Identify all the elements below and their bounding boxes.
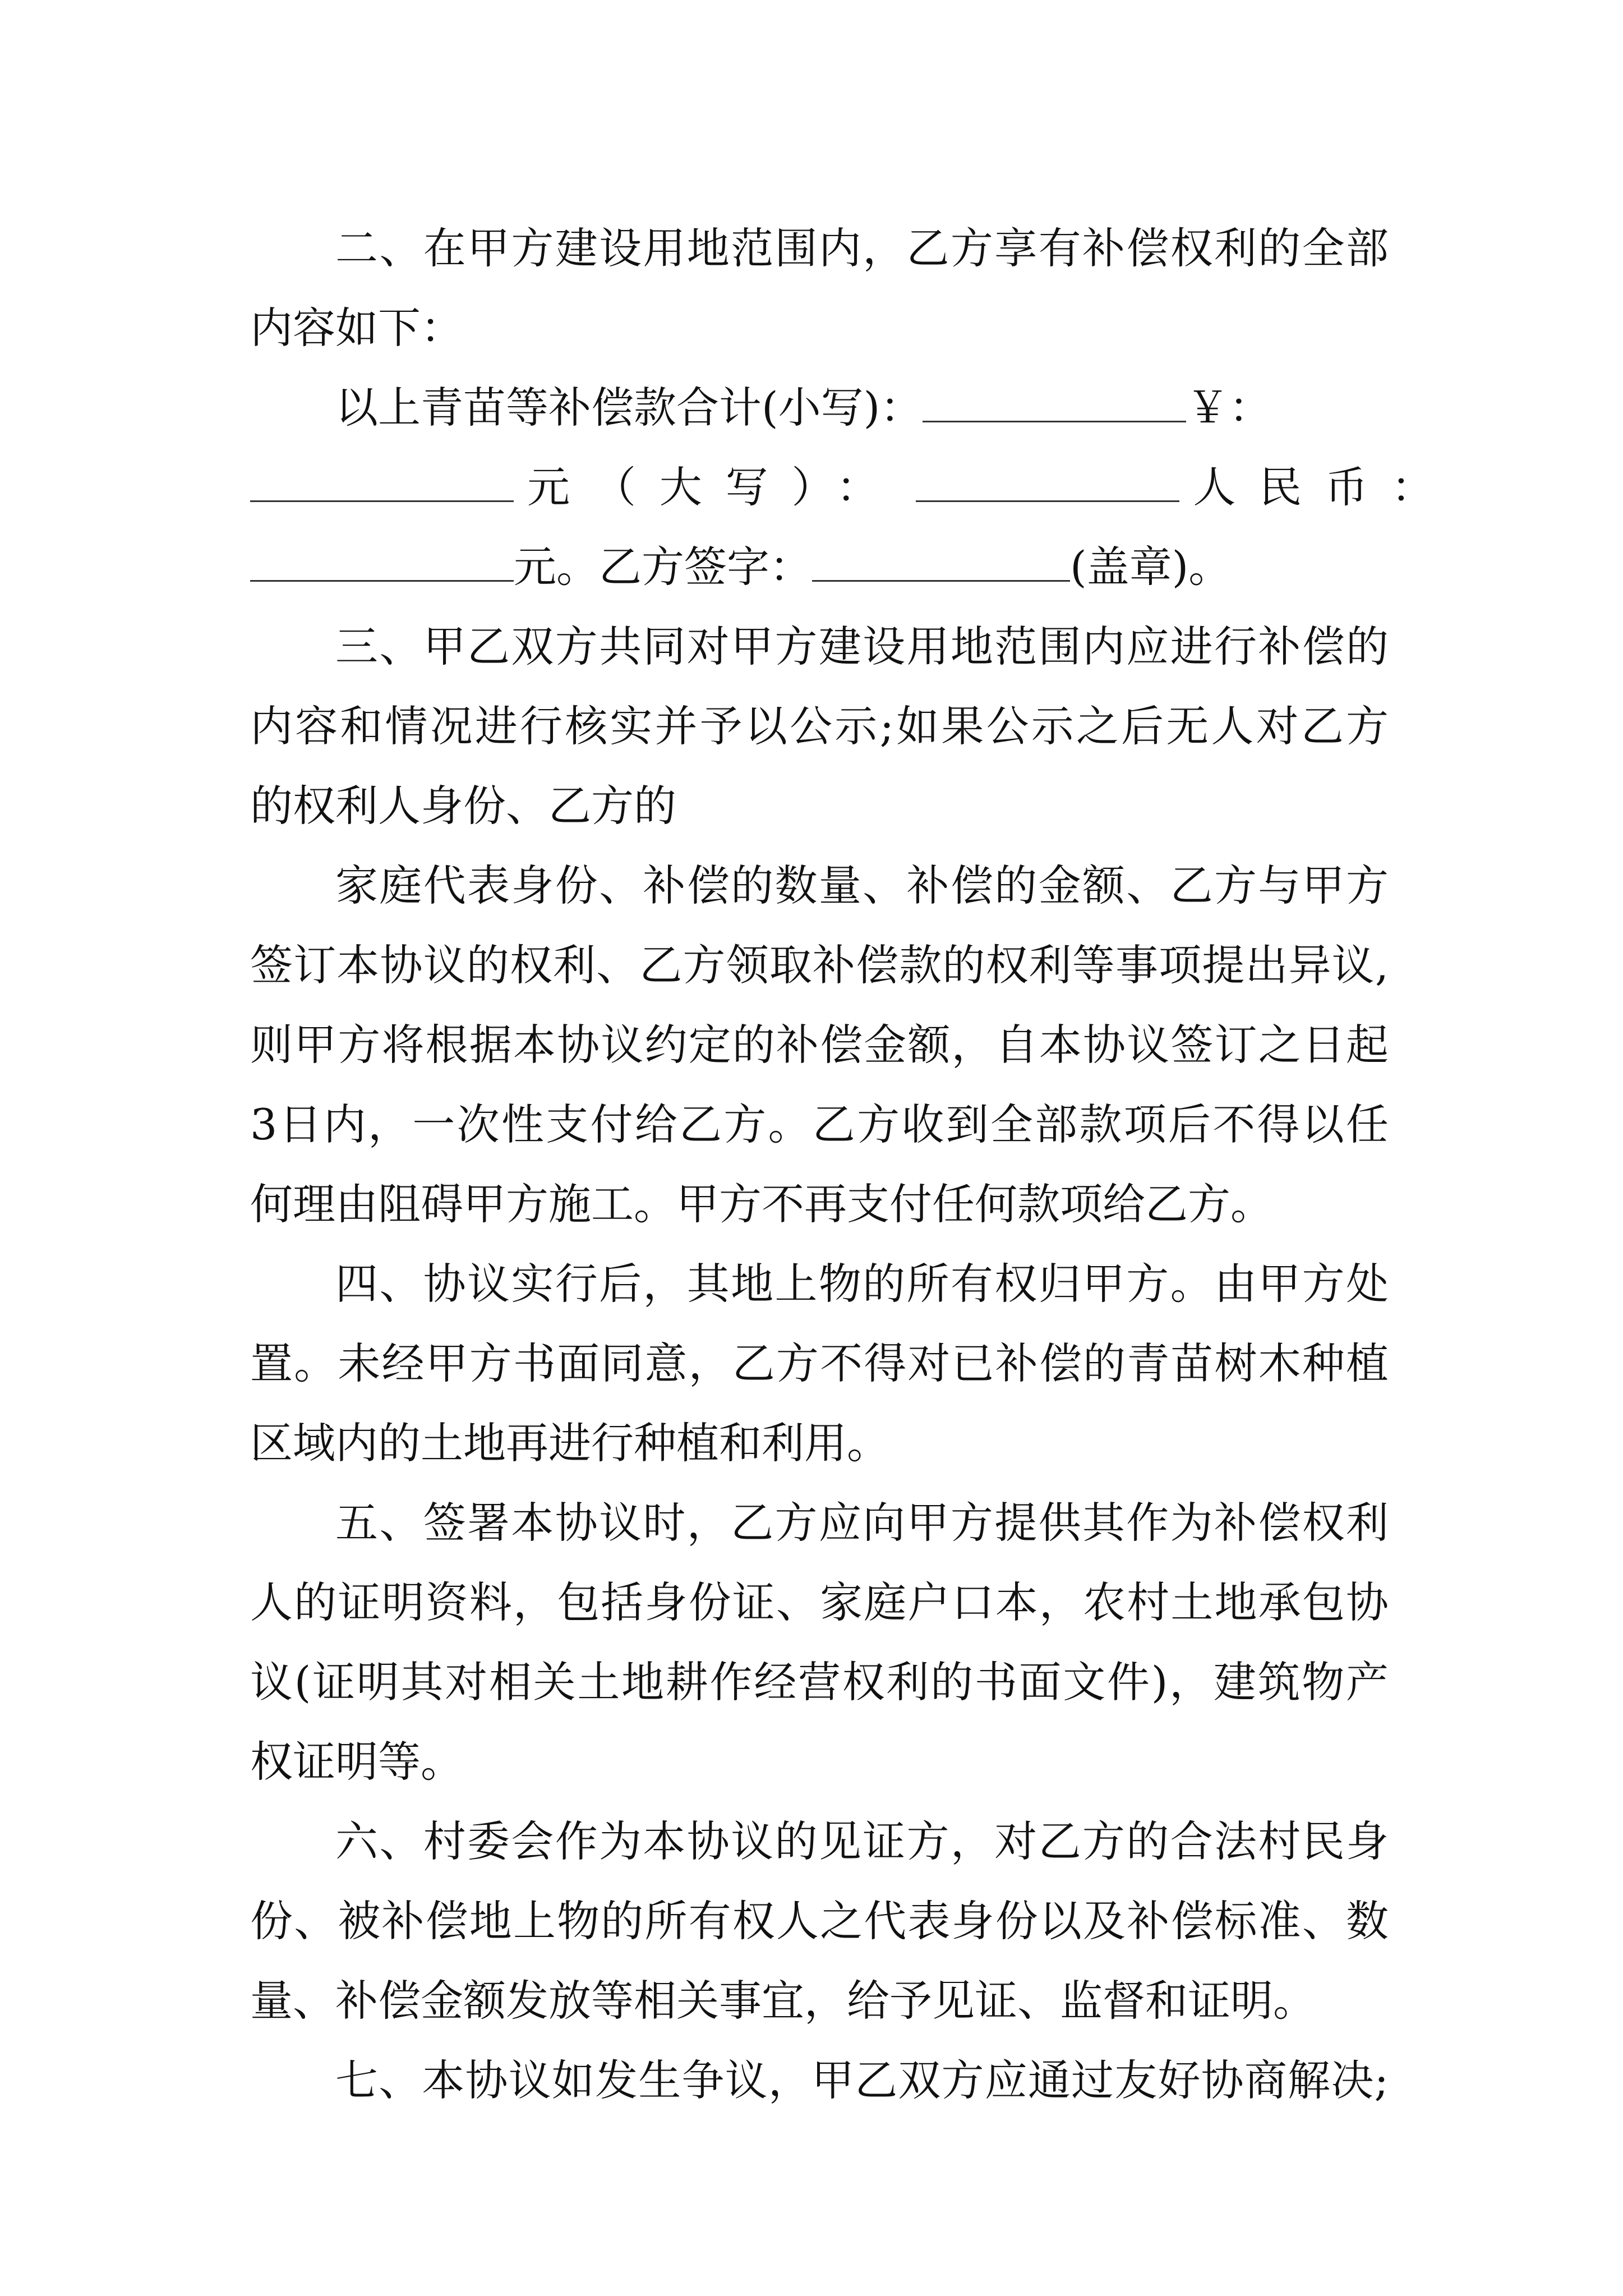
section-6-line-2: 份、被补偿地上物的所有权人之代表身份以及补偿标准、数 bbox=[250, 1896, 1389, 1946]
amount-small-blank[interactable] bbox=[923, 381, 1186, 422]
section-4-line-3: 区域内的土地再进行种植和利用。 bbox=[250, 1418, 889, 1468]
amount-small-label: 以上青苗等补偿款合计(小写)： bbox=[335, 383, 923, 432]
rmb-amount-blank[interactable] bbox=[250, 541, 514, 582]
section-3-line-3: 的权利人身份、乙方的 bbox=[250, 781, 676, 831]
section-3-line-6: 则甲方将根据本协议约定的补偿金额，自本协议签订之日起 bbox=[250, 1020, 1389, 1070]
section-4-line-2: 置。未经甲方书面同意，乙方不得对已补偿的青苗树木种植 bbox=[250, 1338, 1389, 1388]
section-6-line-3: 量、补偿金额发放等相关事宜，给予见证、监督和证明。 bbox=[250, 1976, 1316, 2026]
yuan-big-label: 元（大写）： bbox=[527, 462, 902, 512]
signature-line bbox=[250, 527, 1389, 607]
section-3-line-1: 三、甲乙双方共同对甲方建设用地范围内应进行补偿的 bbox=[335, 622, 1389, 671]
rmb-label: 人民币： bbox=[1193, 462, 1458, 512]
section-3-line-8: 何理由阻碍甲方施工。甲方不再支付任何款项给乙方。 bbox=[250, 1179, 1273, 1229]
section-5-line-1: 五、签署本协议时，乙方应向甲方提供其作为补偿权利 bbox=[335, 1498, 1389, 1548]
section-6-line-1: 六、村委会作为本协议的见证方，对乙方的合法村民身 bbox=[335, 1816, 1389, 1866]
yuan-sign-label: 元。乙方签字： bbox=[514, 542, 812, 592]
yen-sign: ￥： bbox=[1186, 383, 1272, 432]
section-4-line-1: 四、协议实行后，其地上物的所有权归甲方。由甲方处 bbox=[335, 1259, 1389, 1309]
amount-big-line bbox=[250, 448, 1458, 527]
section-3-line-7: 3日内，一次性支付给乙方。乙方收到全部款项后不得以任 bbox=[250, 1099, 1389, 1149]
seal-label: (盖章)。 bbox=[1070, 542, 1232, 592]
section-5-line-4: 权证明等。 bbox=[250, 1737, 463, 1787]
section-3-line-4: 家庭代表身份、补偿的数量、补偿的金额、乙方与甲方 bbox=[335, 861, 1389, 910]
amount-yuan-blank[interactable] bbox=[250, 461, 514, 502]
amount-big-blank[interactable] bbox=[916, 461, 1179, 502]
section-7-line-1: 七、本协议如发生争议，甲乙双方应通过友好协商解决; bbox=[335, 2055, 1389, 2105]
section-2-line-2: 内容如下： bbox=[250, 303, 463, 353]
section-2-line-1: 二、在甲方建设用地范围内，乙方享有补偿权利的全部 bbox=[335, 223, 1389, 273]
signature-blank[interactable] bbox=[812, 541, 1070, 582]
section-5-line-3: 议(证明其对相关土地耕作经营权利的书面文件)，建筑物产 bbox=[250, 1657, 1389, 1707]
amount-small-line bbox=[250, 368, 1389, 448]
section-3-line-2: 内容和情况进行核实并予以公示;如果公示之后无人对乙方 bbox=[250, 701, 1389, 751]
section-3-line-5: 签订本协议的权利、乙方领取补偿款的权利等事项提出异议, bbox=[250, 940, 1389, 990]
document-body bbox=[250, 209, 1458, 2120]
section-5-line-2: 人的证明资料，包括身份证、家庭户口本，农村土地承包协 bbox=[250, 1577, 1389, 1627]
